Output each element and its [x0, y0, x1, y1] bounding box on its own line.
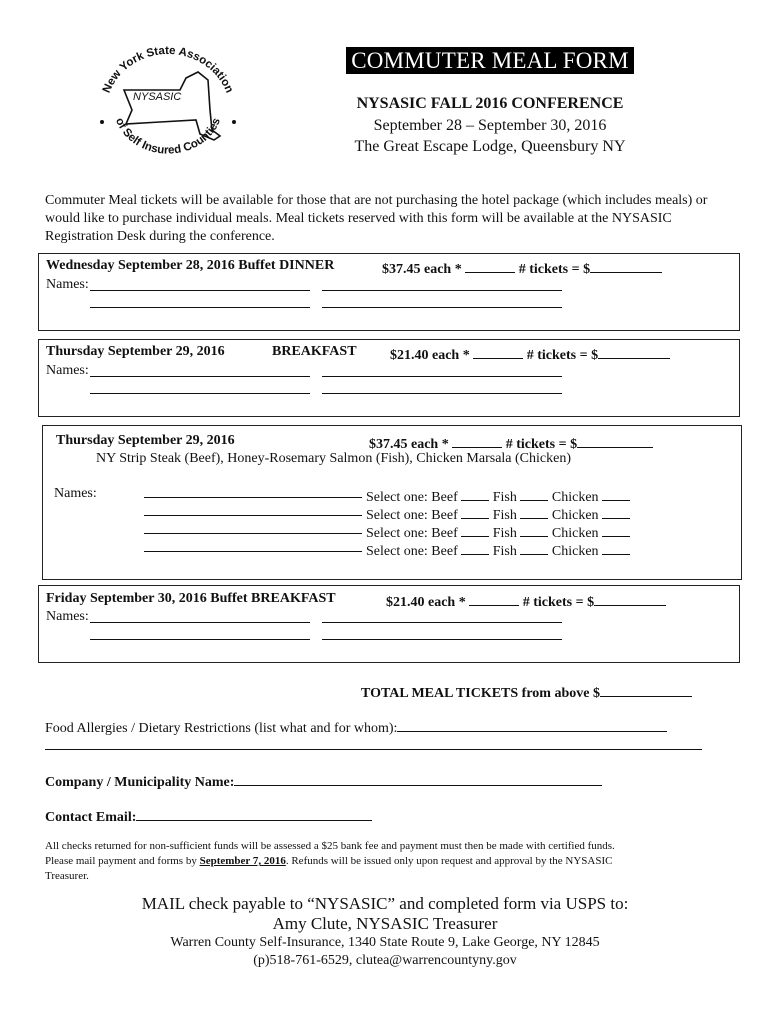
- fri-breakfast-tickets-label: # tickets = $: [522, 595, 595, 610]
- thu-dinner-price-text: $37.45 each *: [369, 437, 449, 452]
- thu-breakfast-meal: BREAKFAST: [272, 344, 357, 359]
- mail-line-4: (p)518-761-6529, clutea@warrencountyny.gov: [253, 953, 517, 968]
- thu-bfast-name-field-1[interactable]: [90, 376, 310, 377]
- thu-dinner-name-field-3[interactable]: [144, 533, 362, 534]
- thu-breakfast-label: Thursday September 29, 2016: [46, 344, 225, 359]
- thu-dinner-name-field-4[interactable]: [144, 551, 362, 552]
- thu-dinner-options: NY Strip Steak (Beef), Honey-Rosemary Salmon (Fish), Chicken Marsala (Chicken): [96, 451, 571, 466]
- fine-print-line-2: [45, 854, 735, 869]
- mail-line-1: MAIL check payable to “NYSASIC” and completed form via USPS to:: [141, 894, 629, 913]
- fish-choice-field[interactable]: [520, 522, 548, 537]
- thu-dinner-qty-field[interactable]: [452, 433, 502, 448]
- thu-dinner-name-field-1[interactable]: [144, 497, 362, 498]
- wed-dinner-price: [382, 258, 662, 278]
- logo-center-text: NYSASIC: [133, 91, 182, 103]
- wed-name-field-4[interactable]: [322, 307, 562, 308]
- fri-breakfast-amount-field[interactable]: [594, 591, 666, 606]
- thu-dinner-names-label: Names:: [54, 486, 97, 501]
- fish-label: Fish: [492, 544, 517, 559]
- svg-text:New York State Association: New York State Association: [100, 44, 236, 95]
- wed-dinner-names-label: Names:: [46, 277, 89, 292]
- chicken-choice-field[interactable]: [602, 522, 630, 537]
- intro-paragraph: Commuter Meal tickets will be available for those that are not purchasing the hotel package (which includes meals) or would like to purchase individual meals. Meal tickets reserved with this form will be available at the NYSASIC Registration Desk during the conference.: [45, 193, 708, 244]
- fri-name-field-2[interactable]: [322, 622, 562, 623]
- chicken-label: Chicken: [551, 526, 599, 541]
- email-label: Contact Email:: [45, 810, 137, 825]
- thu-dinner-amount-field[interactable]: [577, 433, 653, 448]
- conference-title: NYSASIC FALL 2016 CONFERENCE: [356, 95, 624, 112]
- thu-dinner-select-row: [366, 522, 630, 542]
- select-one-beef-label: Select one: Beef: [366, 508, 458, 523]
- wed-name-field-1[interactable]: [90, 290, 310, 291]
- fish-label: Fish: [492, 526, 517, 541]
- fri-name-field-1[interactable]: [90, 622, 310, 623]
- svg-text:of Self Insured Counties: of Self Insured Counties: [112, 116, 223, 157]
- thu-dinner-tickets-label: # tickets = $: [505, 437, 578, 452]
- fine-print-line-1: All checks returned for non-sufficient funds will be assessed a $25 bank fee and payment must then be made with certified funds.: [45, 840, 615, 852]
- allergies-label: Food Allergies / Dietary Restrictions (list what and for whom):: [45, 721, 398, 736]
- total-label: TOTAL MEAL TICKETS from above $: [361, 686, 600, 701]
- fish-label: Fish: [492, 508, 517, 523]
- fine-print-line-3: Treasurer.: [45, 870, 89, 882]
- thu-dinner-select-row: [366, 504, 630, 524]
- allergies-field-1[interactable]: [397, 717, 667, 732]
- thu-bfast-name-field-2[interactable]: [322, 376, 562, 377]
- fish-choice-field[interactable]: [520, 504, 548, 519]
- total-amount-field[interactable]: [600, 682, 692, 697]
- chicken-label: Chicken: [551, 544, 599, 559]
- fri-name-field-4[interactable]: [322, 639, 562, 640]
- select-one-beef-label: Select one: Beef: [366, 526, 458, 541]
- thu-dinner-select-row: [366, 486, 630, 506]
- thu-breakfast-qty-field[interactable]: [473, 344, 523, 359]
- thu-breakfast-tickets-label: # tickets = $: [526, 348, 599, 363]
- allergies-field-2[interactable]: [45, 749, 702, 750]
- fine-print-line-2-post: . Refunds will be issued only upon request and approval by the NYSASIC: [285, 855, 613, 867]
- chicken-choice-field[interactable]: [602, 504, 630, 519]
- allergies-row: [45, 717, 667, 737]
- wed-dinner-amount-field[interactable]: [590, 258, 662, 273]
- beef-choice-field[interactable]: [461, 486, 489, 501]
- chicken-label: Chicken: [551, 490, 599, 505]
- nysasic-logo: [88, 40, 248, 175]
- fish-choice-field[interactable]: [520, 540, 548, 555]
- chicken-choice-field[interactable]: [602, 486, 630, 501]
- select-one-beef-label: Select one: Beef: [366, 490, 458, 505]
- wed-dinner-label: Wednesday September 28, 2016 Buffet DINNER: [46, 258, 335, 273]
- company-label: Company / Municipality Name:: [45, 775, 235, 790]
- company-row: [45, 771, 602, 791]
- conference-dates: September 28 – September 30, 2016: [373, 117, 607, 134]
- thu-bfast-name-field-4[interactable]: [322, 393, 562, 394]
- thu-breakfast-price-text: $21.40 each *: [390, 348, 470, 363]
- chicken-label: Chicken: [551, 508, 599, 523]
- conference-location: The Great Escape Lodge, Queensbury NY: [354, 138, 626, 155]
- fish-choice-field[interactable]: [520, 486, 548, 501]
- thu-dinner-label: Thursday September 29, 2016: [56, 433, 235, 448]
- mail-by-date: September 7, 2016: [199, 855, 286, 867]
- beef-choice-field[interactable]: [461, 504, 489, 519]
- fri-breakfast-names-label: Names:: [46, 609, 89, 624]
- fish-label: Fish: [492, 490, 517, 505]
- total-row: [361, 682, 692, 702]
- fri-breakfast-price: [386, 591, 666, 611]
- fri-name-field-3[interactable]: [90, 639, 310, 640]
- logo-graphic: [88, 40, 248, 175]
- email-field[interactable]: [136, 806, 372, 821]
- thu-dinner-price: [369, 433, 653, 453]
- mail-line-2: Amy Clute, NYSASIC Treasurer: [272, 914, 498, 933]
- thu-breakfast-amount-field[interactable]: [598, 344, 670, 359]
- wed-name-field-3[interactable]: [90, 307, 310, 308]
- fri-breakfast-price-text: $21.40 each *: [386, 595, 466, 610]
- thu-breakfast-price: [390, 344, 670, 364]
- fine-print-line-2-pre: Please mail payment and forms by: [45, 855, 200, 867]
- company-field[interactable]: [234, 771, 602, 786]
- mail-line-3: Warren County Self-Insurance, 1340 State Route 9, Lake George, NY 12845: [170, 935, 600, 950]
- beef-choice-field[interactable]: [461, 540, 489, 555]
- thu-breakfast-names-label: Names:: [46, 363, 89, 378]
- wed-dinner-tickets-label: # tickets = $: [518, 262, 591, 277]
- thu-dinner-name-field-2[interactable]: [144, 515, 362, 516]
- beef-choice-field[interactable]: [461, 522, 489, 537]
- select-one-beef-label: Select one: Beef: [366, 544, 458, 559]
- thu-bfast-name-field-3[interactable]: [90, 393, 310, 394]
- form-title: COMMUTER MEAL FORM: [346, 47, 634, 74]
- fri-breakfast-qty-field[interactable]: [469, 591, 519, 606]
- chicken-choice-field[interactable]: [602, 540, 630, 555]
- fri-breakfast-label: Friday September 30, 2016 Buffet BREAKFAST: [46, 591, 336, 606]
- wed-name-field-2[interactable]: [322, 290, 562, 291]
- thu-dinner-select-row: [366, 540, 630, 560]
- email-row: [45, 806, 372, 826]
- wed-dinner-price-text: $37.45 each *: [382, 262, 462, 277]
- fine-print: [45, 839, 735, 884]
- wed-dinner-qty-field[interactable]: [465, 258, 515, 273]
